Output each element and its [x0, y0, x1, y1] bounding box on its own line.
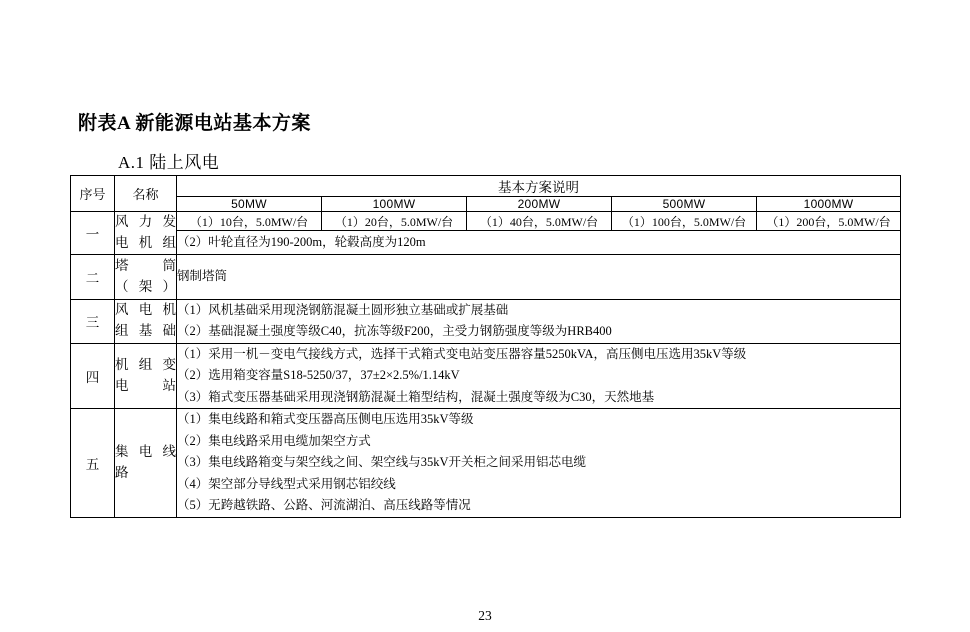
- row-1-spec-50mw: （1）10台，5.0MW/台: [177, 212, 322, 231]
- row-5-content-line: （5）无跨越铁路、公路、河流湖泊、高压线路等情况: [177, 498, 471, 513]
- row-name-line: 风 力 发: [115, 214, 176, 229]
- row-index-3: 三: [71, 299, 115, 343]
- row-name-line: 电机组: [115, 234, 176, 250]
- table-row: [71, 299, 901, 343]
- table-row: [71, 254, 901, 299]
- header-capacity-100mw: 100MW: [322, 197, 467, 212]
- row-5-content-line: （1）集电线路和箱式变压器高压侧电压选用35kV等级: [177, 412, 474, 427]
- row-4-content-line: （2）选用箱变容量S18-5250/37，37±2×2.5%/1.14kV: [177, 368, 460, 383]
- row-3-content-line: （1）风机基础采用现浇钢筋混凝土圆形独立基础或扩展基础: [177, 302, 509, 317]
- table-row-continued: [71, 231, 901, 255]
- row-name-line: 电站: [115, 378, 176, 394]
- row-name-1: [115, 212, 177, 255]
- row-4-content-line: （1）采用一机－变电气接线方式，选择干式箱式变电站变压器容量5250kVA，高压侧电压选用35kV等级: [177, 346, 747, 361]
- row-index-5: 五: [71, 409, 115, 518]
- table-row: [71, 212, 901, 231]
- page-title: 附表A 新能源电站基本方案: [78, 113, 311, 134]
- row-5-content: [177, 409, 901, 518]
- row-name-line: 风电机: [115, 302, 176, 318]
- row-name-line: 塔 筒: [115, 257, 176, 273]
- row-index-2: 二: [71, 254, 115, 299]
- row-4-content-line: （3）箱式变压器基础采用现浇钢筋混凝土箱型结构，混凝土强度等级为C30，天然地基: [177, 389, 655, 404]
- row-5-content-line: （4）架空部分导线型式采用钢芯铝绞线: [177, 476, 396, 491]
- row-name-3: [115, 299, 177, 343]
- row-name-line: （架）: [115, 278, 176, 294]
- plan-table: [70, 175, 901, 518]
- row-3-content: [177, 299, 901, 343]
- row-name-5: [115, 409, 177, 518]
- header-capacity-500mw: 500MW: [612, 197, 757, 212]
- header-capacity-200mw: 200MW: [467, 197, 612, 212]
- row-5-content-line: （3）集电线路箱变与架空线之间、架空线与35kV开关柜之间采用铝芯电缆: [177, 455, 587, 470]
- row-name-line: 组基础: [115, 323, 176, 339]
- row-1-note-line: （2）叶轮直径为190-200m，轮毂高度为120m: [177, 234, 426, 249]
- section-title: A.1 陆上风电: [118, 153, 220, 172]
- row-2-content: [177, 254, 901, 299]
- row-1-spec-1000mw: （1）200台，5.0MW/台: [757, 212, 901, 231]
- header-capacity-50mw: 50MW: [177, 197, 322, 212]
- header-spec-group: 基本方案说明: [177, 176, 901, 197]
- row-3-content-line: （2）基础混凝土强度等级C40，抗冻等级F200，主受力钢筋强度等级为HRB400: [177, 324, 612, 339]
- header-index: 序号: [71, 176, 115, 212]
- row-2-content-line: 钢制塔筒: [177, 269, 228, 284]
- row-name-4: [115, 343, 177, 409]
- row-index-4: 四: [71, 343, 115, 409]
- table-row: [71, 343, 901, 409]
- header-capacity-1000mw: 1000MW: [757, 197, 901, 212]
- row-1-spec-100mw: （1）20台，5.0MW/台: [322, 212, 467, 231]
- table-subheader-row: [71, 197, 901, 212]
- header-name: 名称: [115, 176, 177, 212]
- page-number: 23: [478, 608, 492, 623]
- row-1-note: [177, 231, 901, 255]
- row-name-line: 路: [115, 465, 129, 481]
- row-name-line: 集电线: [115, 444, 176, 460]
- table-row: [71, 409, 901, 518]
- row-5-content-line: （2）集电线路采用电缆加架空方式: [177, 433, 371, 448]
- row-1-spec-200mw: （1）40台，5.0MW/台: [467, 212, 612, 231]
- row-name-2: [115, 254, 177, 299]
- row-name-line: 机组变: [115, 357, 176, 373]
- row-4-content: [177, 343, 901, 409]
- row-index-1: 一: [71, 212, 115, 255]
- table-header-row: [71, 176, 901, 197]
- row-1-spec-500mw: （1）100台，5.0MW/台: [612, 212, 757, 231]
